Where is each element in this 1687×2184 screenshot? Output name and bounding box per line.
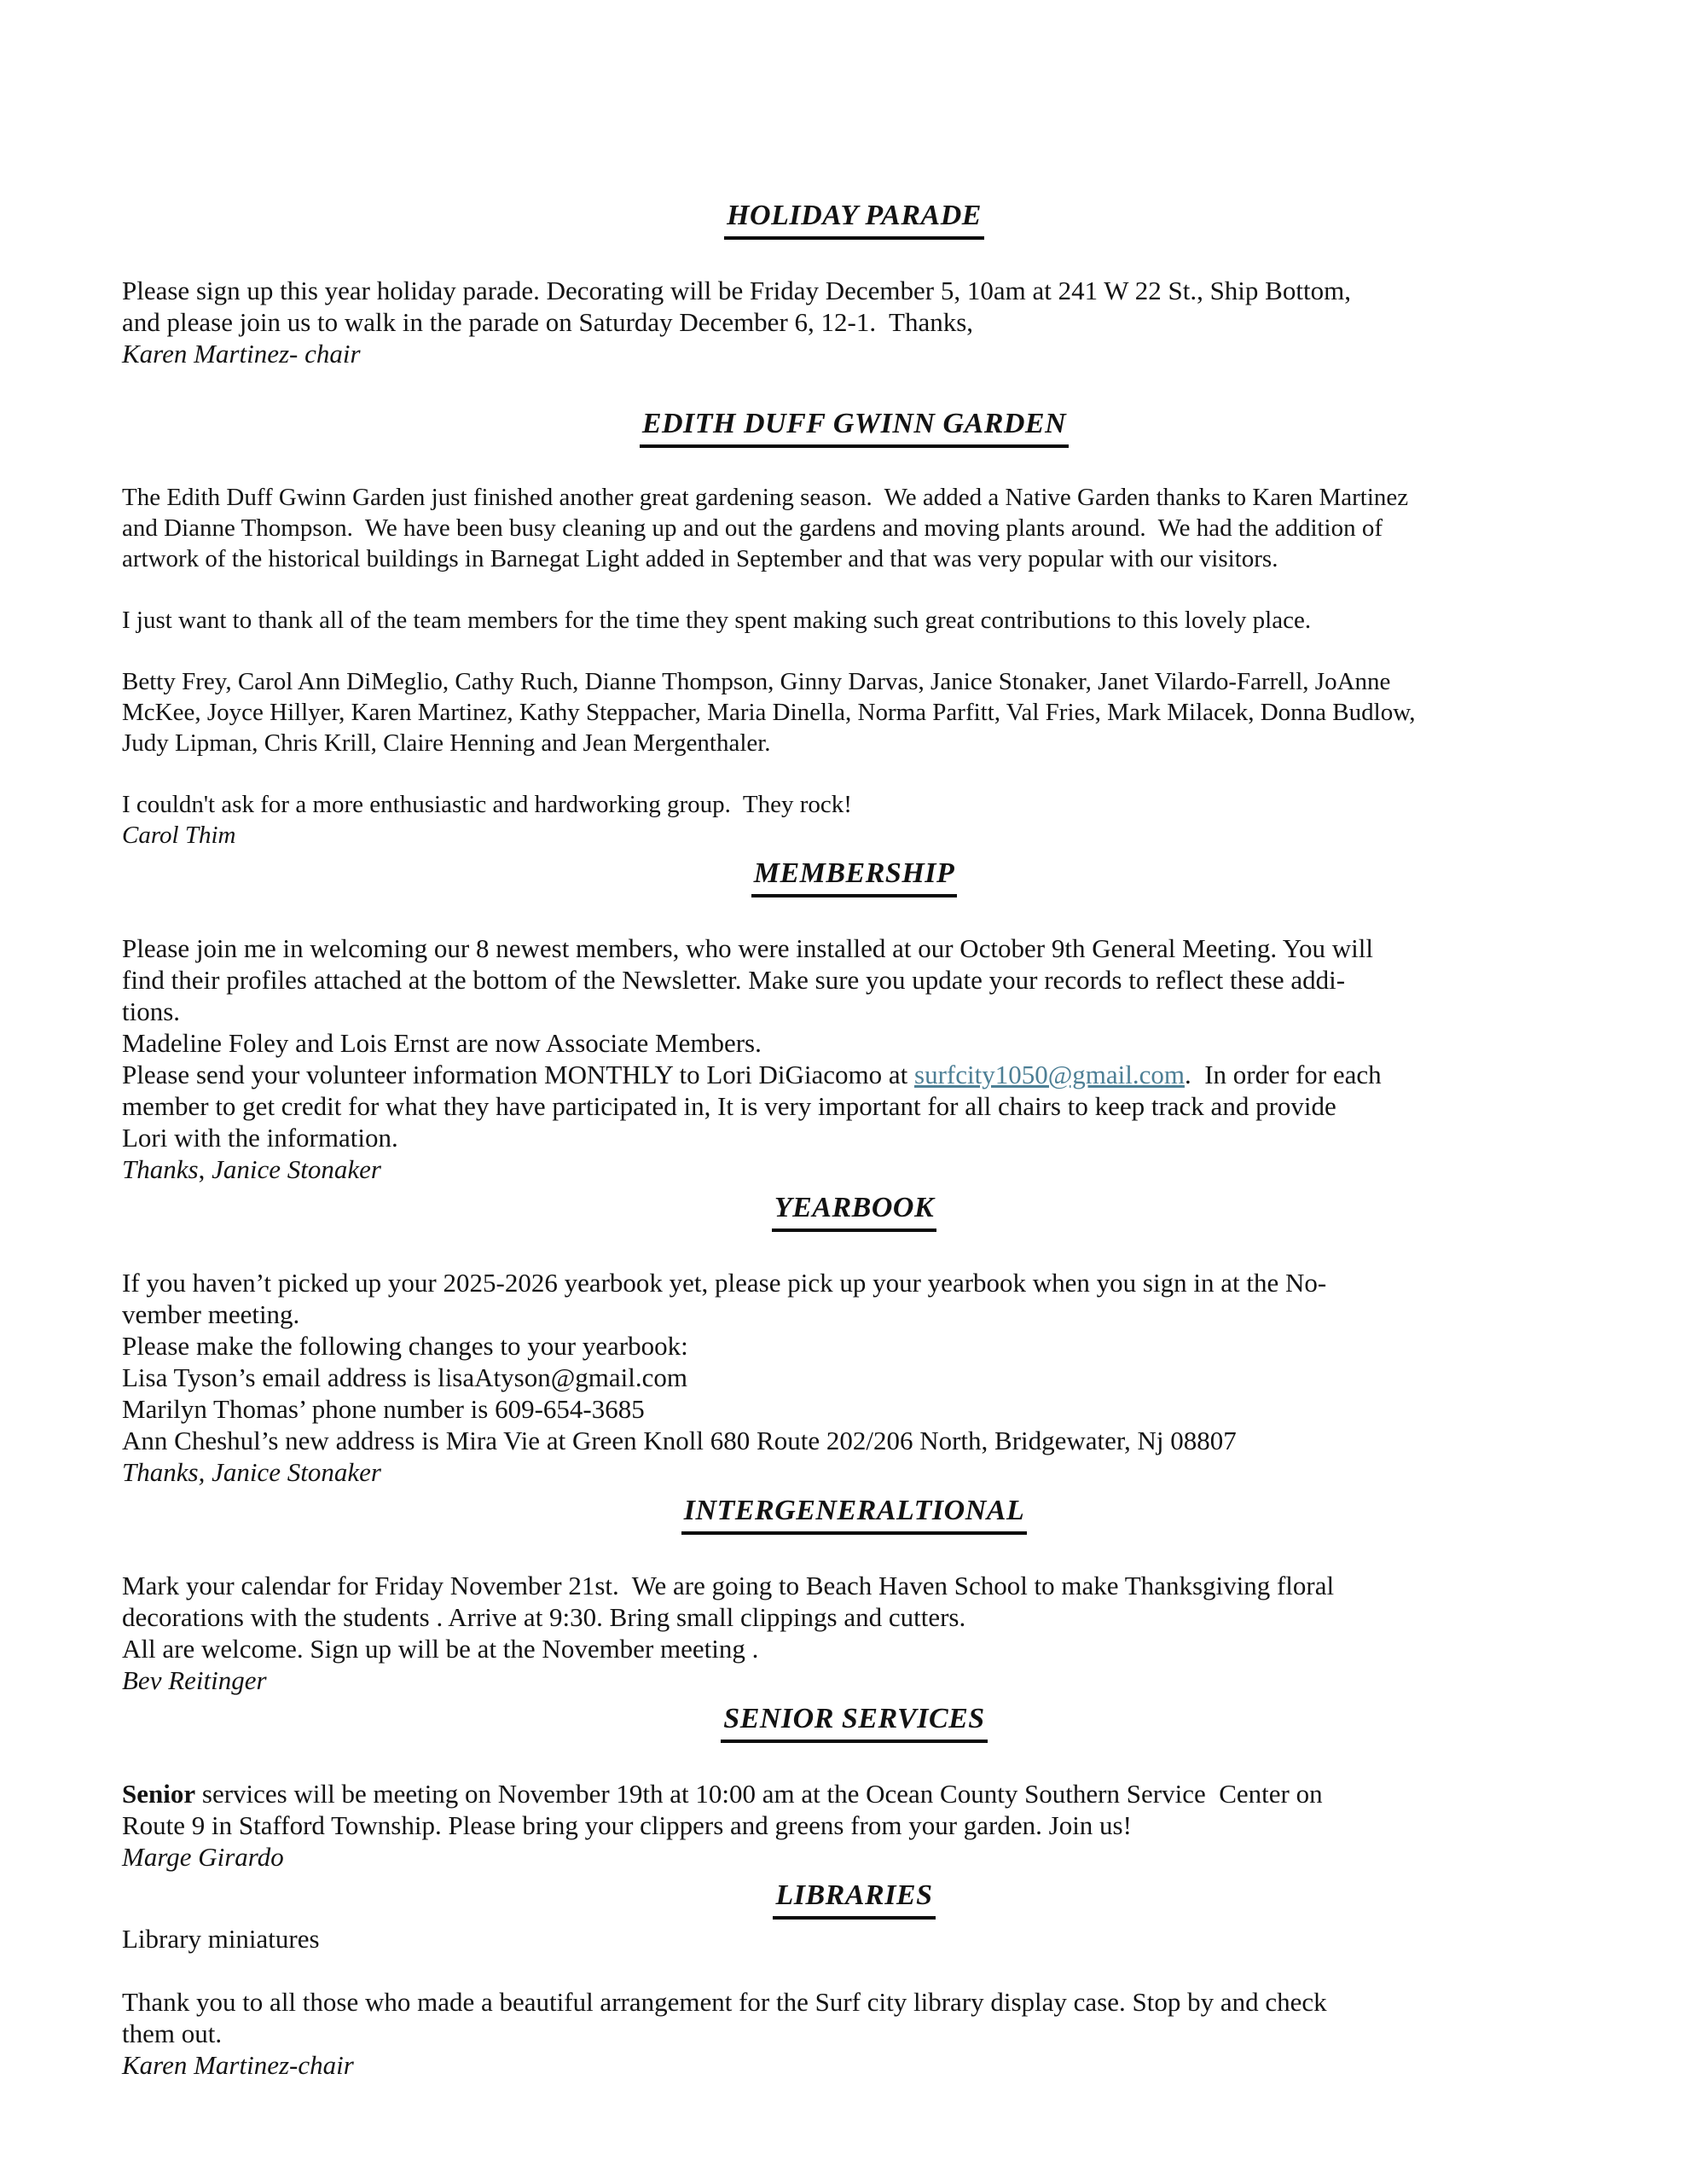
text-line: [122, 1090, 1586, 1122]
text-line: [122, 1267, 1586, 1298]
blank-line: [122, 1538, 1586, 1570]
text-run: Mark your calendar for Friday November 21st. We are going to Beach Haven School to make Thanksgiving floral: [122, 1571, 1335, 1600]
text-line: [122, 513, 1586, 543]
text-run: The Edith Duff Gwinn Garden just finished another great gardening season. We added a Native Garden thanks to Karen Martinez: [122, 484, 1409, 511]
text-line: [122, 1122, 1586, 1153]
text-run: Marge Girardo: [122, 1842, 284, 1872]
text-run: Thanks: [122, 1154, 199, 1184]
section-heading-senior-services: [122, 1699, 1586, 1743]
blank-line: [122, 1746, 1586, 1778]
text-run: and please join us to walk in the parade on Saturday December 6, 12-1. Thanks,: [122, 307, 974, 337]
section-heading-text: MEMBERSHIP: [751, 854, 958, 897]
blank-line: [122, 574, 1586, 605]
text-line: [122, 1393, 1586, 1425]
text-run: Thanks, Janice Stonaker: [122, 1457, 381, 1487]
text-run: Karen Martinez- chair: [122, 339, 361, 369]
text-run: Carol Thim: [122, 822, 236, 849]
text-run: Library miniatures: [122, 1924, 320, 1954]
text-run: Route 9 in Stafford Township. Please bring your clippers and greens from your garden. Join us!: [122, 1810, 1132, 1840]
text-line: [122, 1601, 1586, 1633]
email-link[interactable]: surfcity1050@gmail.com: [914, 1060, 1185, 1089]
text-line: [122, 932, 1586, 964]
text-line: [122, 275, 1586, 306]
text-line: [122, 1330, 1586, 1362]
section-heading-text: LIBRARIES: [773, 1876, 935, 1920]
text-line: [122, 1027, 1586, 1059]
blank-line: [122, 451, 1586, 482]
section-senior-services: [122, 1699, 1586, 1873]
text-line: [122, 1664, 1586, 1696]
section-heading-intergenerational: [122, 1491, 1586, 1535]
text-run: Marilyn Thomas’ phone number is 609-654-3685: [122, 1394, 645, 1424]
text-line: [122, 1298, 1586, 1330]
text-line: [122, 605, 1586, 636]
text-line: [122, 1923, 1586, 1955]
text-line: [122, 1809, 1586, 1841]
section-heading-holiday-parade: [122, 196, 1586, 240]
text-run: Bev Reitinger: [122, 1665, 267, 1695]
blank-line: [122, 243, 1586, 275]
text-run: member to get credit for what they have participated in, It is very important for all chairs to keep track and provide: [122, 1091, 1336, 1121]
blank-line: [122, 901, 1586, 932]
section-heading-membership: [122, 854, 1586, 897]
text-run: find their profiles attached at the bottom of the Newsletter. Make sure you update your records to reflect these addi-: [122, 965, 1346, 995]
text-run: Thank you to all those who made a beautiful arrangement for the Surf city library display case. Stop by and check: [122, 1987, 1327, 2017]
section-yearbook: [122, 1188, 1586, 1488]
text-run: If you haven’t picked up your 2025-2026 yearbook yet, please pick up your yearbook when you sign in at the No-: [122, 1268, 1327, 1298]
text-line: [122, 543, 1586, 574]
text-run: McKee, Joyce Hillyer, Karen Martinez, Kathy Steppacher, Maria Dinella, Norma Parfitt, Val Fries, Mark Milacek, Donna Budlow,: [122, 699, 1416, 726]
text-run: Ann Cheshul’s new address is Mira Vie at Green Knoll 680 Route 202/206 North, Bridgewater, Nj 08807: [122, 1426, 1237, 1455]
text-line: [122, 666, 1586, 697]
text-line: [122, 306, 1586, 338]
text-run: Lori with the information.: [122, 1123, 398, 1153]
section-heading-libraries: [122, 1876, 1586, 1920]
text-line: [122, 2049, 1586, 2081]
text-run: ,: [198, 1154, 212, 1184]
text-line: [122, 2018, 1586, 2049]
text-line: [122, 1153, 1586, 1185]
text-run: I just want to thank all of the team members for the time they spent making such great contributions to this lovely place.: [122, 607, 1312, 634]
text-run: tions.: [122, 996, 181, 1026]
blank-line: [122, 636, 1586, 666]
blank-line: [122, 1235, 1586, 1267]
text-run: services will be meeting on November 19th at 10:00 am at the Ocean County Southern Service Center on: [195, 1779, 1323, 1809]
section-heading-text: INTERGENERALTIONAL: [681, 1491, 1027, 1535]
blank-line: [122, 1955, 1586, 1986]
text-run: Karen Martinez-chair: [122, 2050, 354, 2080]
text-line: [122, 1425, 1586, 1456]
text-run: . In order for each: [1184, 1060, 1382, 1089]
text-run: and Dianne Thompson. We have been busy cleaning up and out the gardens and moving plants around. We had the addition of: [122, 514, 1383, 542]
text-line: [122, 728, 1586, 758]
section-heading-text: YEARBOOK: [772, 1188, 936, 1232]
section-heading-yearbook: [122, 1188, 1586, 1232]
section-holiday-parade: [122, 196, 1586, 401]
text-line: [122, 789, 1586, 820]
text-run: artwork of the historical buildings in Barnegat Light added in September and that was very popular with our visitors.: [122, 545, 1278, 572]
text-run: Senior: [122, 1779, 196, 1809]
text-line: [122, 1570, 1586, 1601]
text-line: [122, 338, 1586, 369]
text-line: [122, 482, 1586, 513]
text-line: [122, 1841, 1586, 1873]
text-run: All are welcome. Sign up will be at the November meeting .: [122, 1634, 759, 1664]
text-run: Judy Lipman, Chris Krill, Claire Henning and Jean Mergenthaler.: [122, 729, 771, 757]
text-line: [122, 1456, 1586, 1488]
text-line: [122, 964, 1586, 996]
blank-line: [122, 758, 1586, 789]
blank-line: [122, 369, 1586, 401]
text-run: Please join me in welcoming our 8 newest members, who were installed at our October 9th General Meeting. You will: [122, 933, 1374, 963]
text-run: Madeline Foley and Lois Ernst are now Associate Members.: [122, 1028, 762, 1058]
text-line: [122, 996, 1586, 1027]
section-heading-text: EDITH DUFF GWINN GARDEN: [640, 404, 1069, 448]
text-line: [122, 1059, 1586, 1090]
text-run: Janice Stonaker: [212, 1154, 381, 1184]
section-heading-text: HOLIDAY PARADE: [724, 196, 984, 240]
text-run: Please make the following changes to your yearbook:: [122, 1331, 688, 1361]
section-libraries: [122, 1876, 1586, 2081]
text-run: Lisa Tyson’s email address is lisaAtyson@gmail.com: [122, 1362, 687, 1392]
text-line: [122, 1362, 1586, 1393]
text-line: [122, 1778, 1586, 1809]
section-membership: [122, 854, 1586, 1185]
text-run: I couldn't ask for a more enthusiastic and hardworking group. They rock!: [122, 791, 852, 818]
text-run: them out.: [122, 2018, 223, 2048]
section-heading-text: SENIOR SERVICES: [721, 1699, 987, 1743]
text-run: Betty Frey, Carol Ann DiMeglio, Cathy Ruch, Dianne Thompson, Ginny Darvas, Janice Stonaker, Janet Vilardo-Farrell, JoAnne: [122, 668, 1391, 695]
text-run: decorations with the students . Arrive at 9:30. Bring small clippings and cutters.: [122, 1602, 966, 1632]
text-line: [122, 1986, 1586, 2018]
text-run: Please send your volunteer information MONTHLY to Lori DiGiacomo at: [122, 1060, 914, 1089]
text-line: [122, 1633, 1586, 1664]
text-run: vember meeting.: [122, 1299, 300, 1329]
text-run: Please sign up this year holiday parade. Decorating will be Friday December 5, 10am at 241 W 22 St., Ship Bottom,: [122, 276, 1351, 305]
section-intergenerational: [122, 1491, 1586, 1696]
section-edith-duff-gwinn-garden: [122, 404, 1586, 851]
text-line: [122, 820, 1586, 851]
section-heading-edith-duff-gwinn-garden: [122, 404, 1586, 448]
text-line: [122, 697, 1586, 728]
